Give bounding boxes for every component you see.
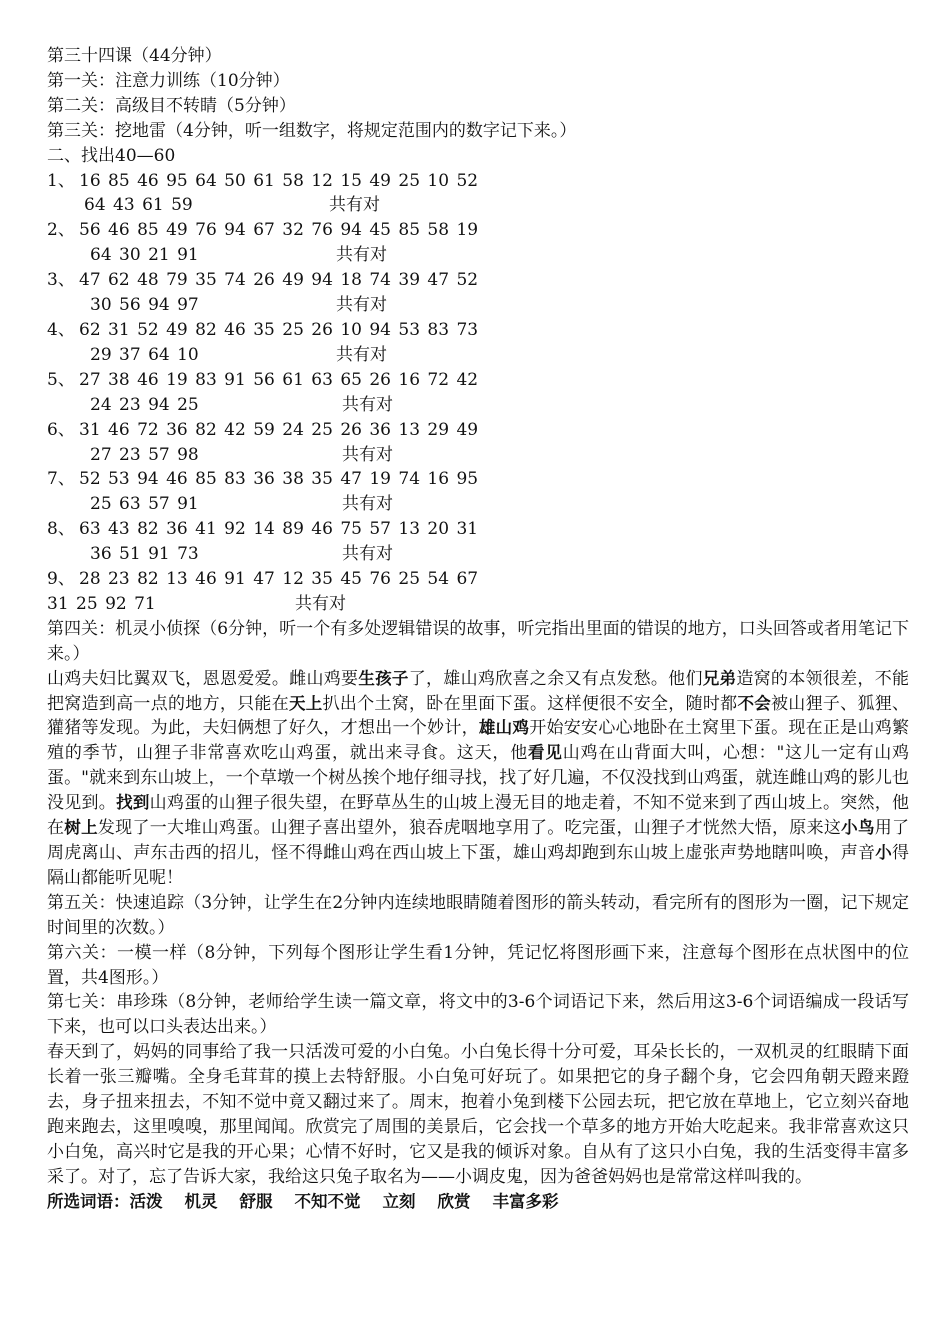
- row-numbers-continued: 30 56 94 97: [90, 295, 199, 316]
- number-row: [47, 467, 909, 517]
- pair-count: 共有对: [295, 593, 346, 614]
- row-numbers: 52 53 94 46 85 83 36 38 35 47 19 74 16 95: [79, 469, 479, 490]
- row-index: 1、: [47, 170, 75, 191]
- selected-word: 机灵: [184, 1191, 218, 1211]
- row-index: 9、: [47, 569, 75, 590]
- number-row: [47, 418, 909, 468]
- story-error-word: 小鸟: [841, 818, 875, 838]
- row-numbers-continued: 27 23 57 98: [90, 444, 199, 465]
- row-numbers-continued: 64 43 61 59: [84, 195, 193, 216]
- number-rows: [47, 169, 909, 617]
- selected-word: 欣赏: [437, 1191, 471, 1211]
- pair-count: 共有对: [336, 295, 387, 316]
- number-row: [47, 218, 909, 268]
- selected-word: 活泼: [129, 1191, 163, 1211]
- row-index: 6、: [47, 419, 75, 440]
- story-paragraph: [47, 667, 909, 891]
- row-numbers-continued: 29 37 64 10: [90, 344, 199, 365]
- row-numbers: 31 46 72 36 82 42 59 24 25 26 36 13 29 49: [79, 419, 479, 440]
- story-text: 造窝的本领很差，不能把窝造到高一点的地方，只能在: [47, 668, 910, 714]
- level-5: 第五关：快速追踪（3分钟，让学生在2分钟内连续地眼睛随着图形的箭头转动，看完所有的图形为一圈，记下规定时间里的次数。）: [47, 892, 909, 938]
- pair-count: 共有对: [342, 444, 393, 465]
- story-text: 发现了一大堆山鸡蛋。山狸子喜出望外，狼吞虎咽地享用了。吃完蛋，山狸子才恍然大悟，原来这: [97, 818, 842, 839]
- story-text: 用了周虎离山、声东击西的招儿，怪不得雌山鸡在西山坡上下蛋，雄山鸡却跑到东山坡上虚张声势地瞎叫唤，声音: [47, 818, 910, 863]
- pair-count: 共有对: [342, 394, 393, 415]
- level-6: 第六关：一模一样（8分钟，下列每个图形让学生看1分钟，凭记忆将图形画下来，注意每个图形在点状图中的位置，共4图形。）: [47, 942, 909, 988]
- story-error-word: 天上: [289, 693, 323, 713]
- level-1: 第一关：注意力训练（10分钟）: [47, 70, 290, 91]
- row-index: 4、: [47, 319, 75, 340]
- story-text: 山鸡蛋的山狸子很失望，在野草丛生的山坡上漫无目的地走着，不知不觉来到了西山坡上。突然，他在: [47, 793, 909, 839]
- row-numbers: 28 23 82 13 46 91 47 12 35 45 76 25 54 67: [79, 569, 479, 590]
- selected-word: 舒服: [239, 1191, 273, 1211]
- story-text: 得隔山都能听见呢！: [47, 843, 910, 888]
- number-row: [47, 169, 909, 219]
- story-text: 了，雄山鸡欣喜之余又有点发愁。他们: [408, 668, 703, 689]
- story-error-word: 找到: [116, 793, 150, 813]
- story-error-word: 小: [875, 843, 893, 862]
- number-row: [47, 268, 909, 318]
- worksheet-page: [47, 44, 909, 1215]
- row-numbers-continued: 36 51 91 73: [90, 544, 199, 565]
- level-2: 第二关：高级目不转睛（5分钟）: [47, 95, 296, 116]
- row-numbers: 27 38 46 19 83 91 56 61 63 65 26 16 72 42: [79, 369, 479, 390]
- row-numbers-continued: 24 23 94 25: [90, 394, 199, 415]
- story-text: 开始安安心心地卧在土窝里下蛋。现在正是山鸡繁殖的季节，山狸子非常喜欢吃山鸡蛋，就出来寻食。这天，他: [47, 718, 910, 764]
- row-numbers: 56 46 85 49 76 94 67 32 76 94 45 85 58 19: [79, 220, 479, 241]
- selected-words-label: 所选词语：: [47, 1191, 130, 1211]
- story-error-word: 雄山鸡: [478, 718, 530, 738]
- rabbit-story: 春天到了，妈妈的同事给了我一只活泼可爱的小白兔。小白兔长得十分可爱，耳朵长长的，一双机灵的红眼睛下面长着一张三瓣嘴。全身毛茸茸的摸上去特舒服。小白兔可好玩了。如果把它的身子翻个身，它会四角朝天蹬来蹬去，身子扭来扭去，不知不觉中竟又翻过来了。周末，抱着小兔到楼下公园去玩，把它放在草地上，它立刻兴奋地跑来跑去，这里嗅嗅，那里闻闻。欣赏完了周围的美景后，它会找一个草多的地方开始大吃起来。我非常喜欢这只小白兔，高兴时它是我的开心果；心情不好时，它又是我的倾诉对象。自从有了这只小白兔，我的生活变得丰富多采了。对了，忘了告诉大家，我给这只兔子取名为——小调皮鬼，因为爸爸妈妈也是常常这样叫我的。: [47, 1042, 909, 1187]
- story-error-word: 看见: [528, 743, 563, 763]
- lesson-title: 第三十四课（44分钟）: [47, 46, 222, 66]
- row-index: 2、: [47, 220, 75, 241]
- story-error-word: 树上: [64, 818, 98, 838]
- pair-count: 共有对: [329, 195, 380, 216]
- level-3: 第三关：挖地雷（4分钟，听一组数字，将规定范围内的数字记下来。）: [47, 120, 577, 141]
- story-text: 被山狸子、狐狸、獾猪等发现。为此，夫妇俩想了好久，才想出一个妙计，: [47, 693, 910, 739]
- pair-count: 共有对: [342, 544, 393, 565]
- selected-words: [47, 1190, 909, 1215]
- row-index: 8、: [47, 519, 75, 540]
- find-heading: 二、找出40—60: [47, 145, 176, 166]
- row-numbers-continued: 25 63 57 91: [90, 494, 199, 515]
- row-numbers: 63 43 82 36 41 92 14 89 46 75 57 13 20 31: [79, 519, 479, 540]
- story-error-word: 生孩子: [358, 668, 409, 688]
- row-index: 3、: [47, 270, 75, 291]
- level-4: 第四关：机灵小侦探（6分钟，听一个有多处逻辑错误的故事，听完指出里面的错误的地方，口头回答或者用笔记下来。）: [47, 618, 909, 664]
- row-numbers-continued: 31 25 92 71: [47, 593, 156, 614]
- selected-word: 立刻: [382, 1191, 416, 1211]
- selected-word: 不知不觉: [294, 1191, 361, 1211]
- number-row: [47, 368, 909, 418]
- row-numbers: 47 62 48 79 35 74 26 49 94 18 74 39 47 52: [79, 270, 479, 291]
- selected-word: 丰富多彩: [492, 1191, 559, 1211]
- story-text: 山鸡夫妇比翼双飞，恩恩爱爱。雌山鸡要: [47, 668, 359, 689]
- pair-count: 共有对: [336, 245, 387, 266]
- row-numbers: 16 85 46 95 64 50 61 58 12 15 49 25 10 52: [79, 170, 479, 191]
- pair-count: 共有对: [342, 494, 393, 515]
- pair-count: 共有对: [336, 344, 387, 365]
- story-text: 山鸡在山背面大叫，心想："这儿一定有山鸡蛋。"就来到东山坡上，一个草墩一个树丛挨个地仔细寻找，找了好几遍，不仅没找到山鸡蛋，就连雌山鸡的影儿也没见到。: [47, 743, 910, 814]
- story-text: 扒出个土窝，卧在里面下蛋。这样便很不安全，随时都: [322, 693, 738, 714]
- number-row: [47, 567, 909, 617]
- number-row: [47, 517, 909, 567]
- row-index: 5、: [47, 369, 75, 390]
- story-error-word: 兄弟: [702, 668, 737, 688]
- row-numbers-continued: 64 30 21 91: [90, 245, 199, 266]
- row-numbers: 62 31 52 49 82 46 35 25 26 10 94 53 83 73: [79, 319, 479, 340]
- number-row: [47, 318, 909, 368]
- row-index: 7、: [47, 469, 75, 490]
- level-7: 第七关：串珍珠（8分钟，老师给学生读一篇文章，将文中的3-6个词语记下来，然后用这3-6个词语编成一段话写下来，也可以口头表达出来。）: [47, 992, 909, 1038]
- story-error-word: 不会: [737, 693, 772, 713]
